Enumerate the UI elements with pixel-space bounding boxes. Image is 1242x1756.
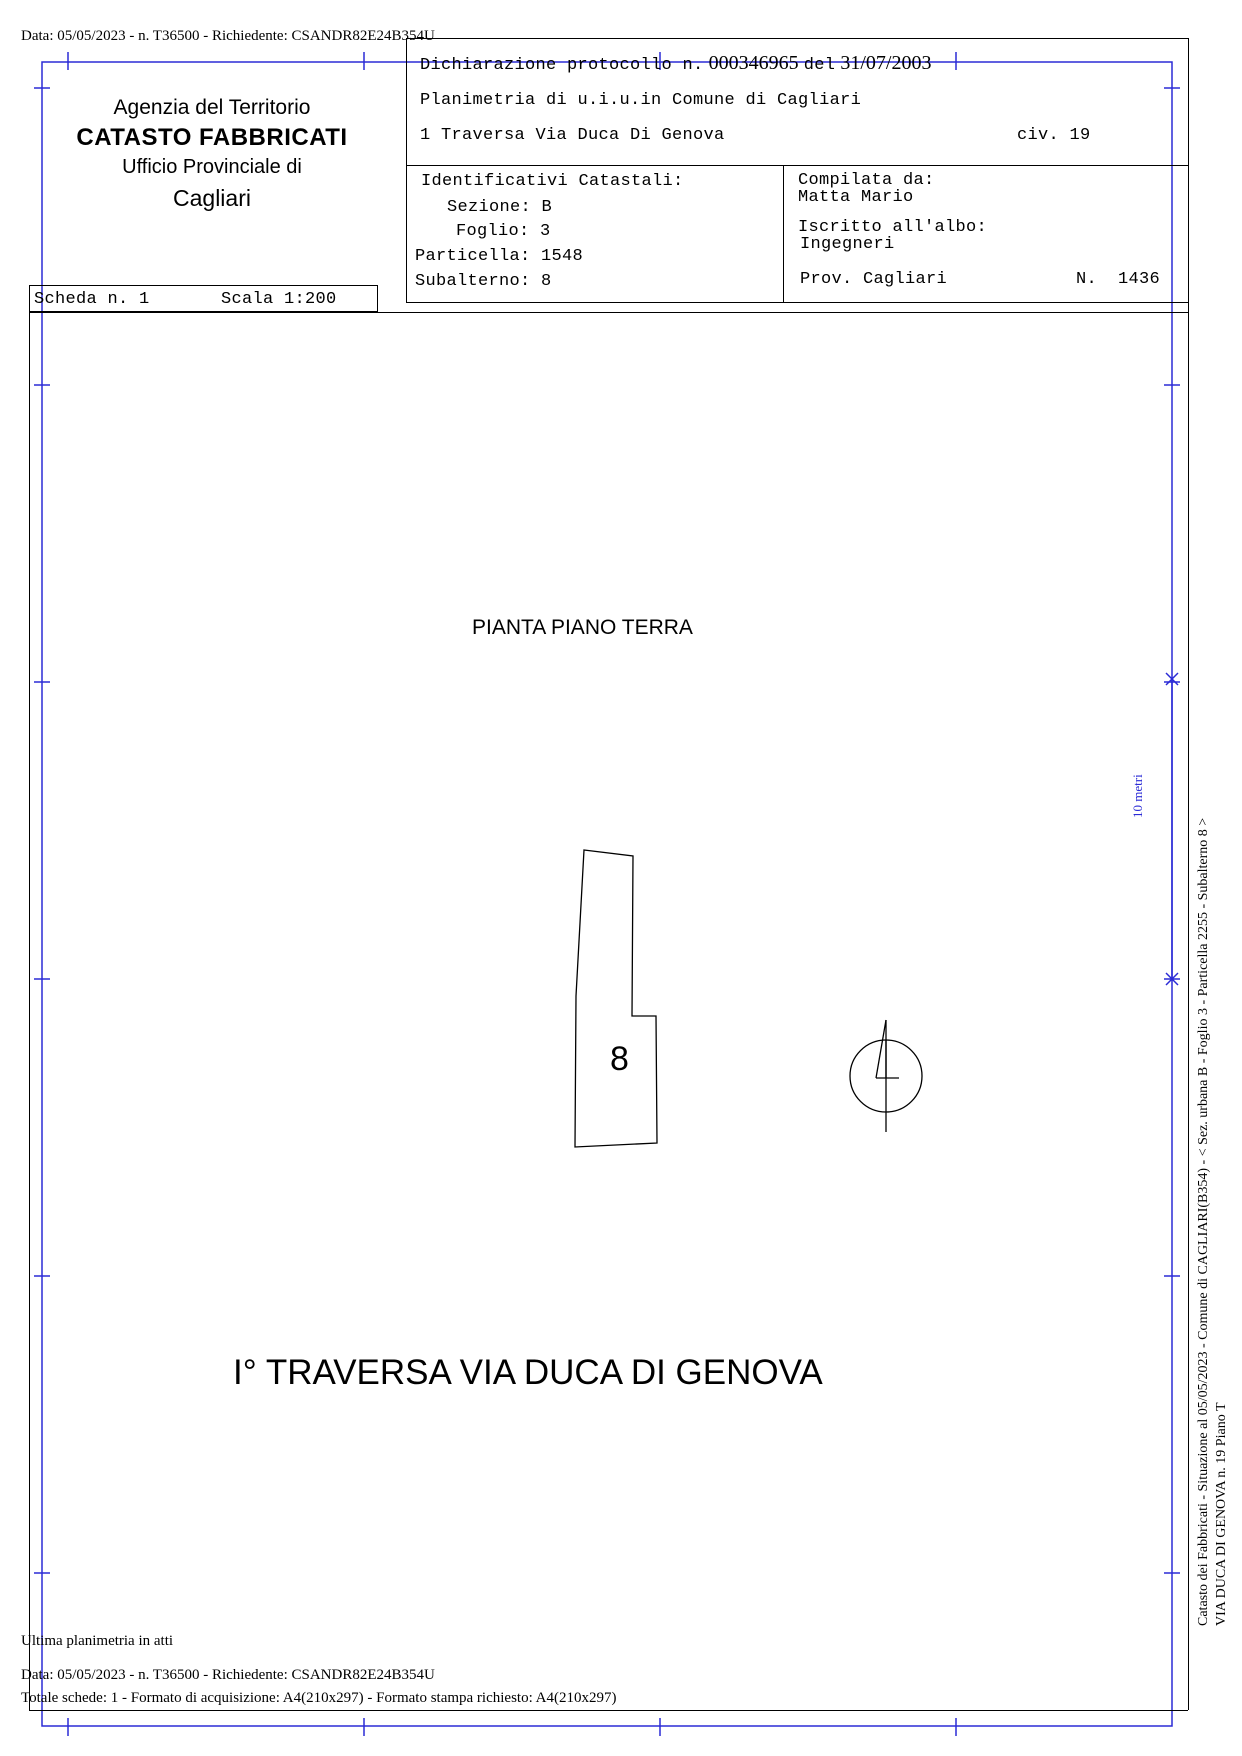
footer-ultima: Ultima planimetria in atti	[21, 1633, 174, 1649]
footer-data-line: Data: 05/05/2023 - n. T36500 - Richiedente: CSANDR82E24B354U	[21, 1667, 435, 1683]
declaration-date: 31/07/2003	[840, 52, 932, 74]
scheda-label: Scheda n. 1	[34, 290, 150, 309]
footer-totale-line: Totale schede: 1 - Formato di acquisizione: A4(210x297) - Formato stampa richiesto: A4(210x297)	[21, 1690, 617, 1706]
identifier-particella: Particella: 1548	[415, 247, 584, 266]
compiler-label: Compilata da:	[798, 171, 935, 190]
declaration-del: del	[803, 56, 836, 75]
compiler-province: Prov. Cagliari	[800, 270, 948, 289]
scheda-scale: Scala 1:200	[221, 290, 337, 309]
unit-8-outline	[575, 850, 657, 1147]
address-line: 1 Traversa Via Duca Di Genova	[420, 126, 725, 145]
compiler-albo: Ingegneri	[800, 235, 895, 254]
identifiers-title: Identificativi Catastali:	[421, 172, 684, 191]
agency-office: Ufficio Provinciale di	[122, 156, 302, 178]
agency-catasto: CATASTO FABBRICATI	[76, 124, 348, 151]
declaration-label: Dichiarazione protocollo n.	[420, 56, 704, 75]
header-request-line: Data: 05/05/2023 - n. T36500 - Richiedente: CSANDR82E24B354U	[21, 28, 435, 44]
scale-bar-label: 10 metri	[1130, 774, 1145, 818]
agency-name: Agenzia del Territorio	[113, 96, 311, 119]
unit-number: 8	[610, 1040, 629, 1078]
identifier-sezione: Sezione: B	[447, 198, 553, 217]
identifier-subalterno: Subalterno: 8	[415, 272, 552, 291]
identifier-foglio: Foglio: 3	[456, 222, 551, 241]
agency-city: Cagliari	[173, 185, 251, 211]
plan-title: PIANTA PIANO TERRA	[472, 616, 693, 639]
side-text-line1: Catasto dei Fabbricati - Situazione al 05/05/2023 - Comune di CAGLIARI(B354) - < Sez. urbana B - Foglio 3 - Particella 2255 - Subalterno 8 >	[1196, 817, 1211, 1626]
declaration-number: 000346965	[708, 52, 799, 74]
compiler-iscritto-label: Iscritto all'albo:	[798, 218, 988, 237]
compiler-number: N. 1436	[1076, 270, 1161, 289]
planimetry-line: Planimetria di u.i.u.in Comune di Cagliari	[420, 91, 862, 110]
civic-number: civ. 19	[1017, 126, 1091, 145]
street-label: I° TRAVERSA VIA DUCA DI GENOVA	[233, 1353, 823, 1392]
compiler-name: Matta Mario	[798, 188, 914, 207]
side-text-line2: VIA DUCA DI GENOVA n. 19 Piano T	[1214, 1402, 1229, 1626]
